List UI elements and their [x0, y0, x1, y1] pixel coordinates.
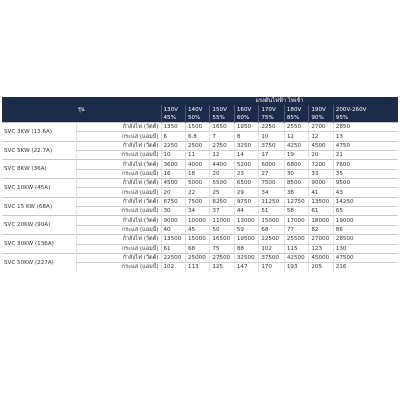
model-name: SVC 30KW (136A): [2, 235, 77, 254]
power-value: 27000: [309, 235, 333, 244]
current-value: 205: [309, 263, 333, 272]
power-value: 7500: [259, 179, 285, 188]
power-value: 28500: [333, 235, 398, 244]
current-value: 40: [161, 225, 185, 234]
current-value: 10: [161, 151, 185, 160]
current-value: 58: [284, 207, 308, 216]
power-value: 8500: [284, 179, 308, 188]
voltage-header: แรงดันไฟฟ้า ไฟเข้า: [161, 97, 398, 105]
power-label: กำลังไฟ (วัตต์): [77, 179, 162, 188]
power-value: 4500: [309, 141, 333, 150]
power-value: 4750: [333, 141, 398, 150]
power-value: 2850: [333, 123, 398, 132]
power-value: 6500: [234, 179, 258, 188]
current-value: 8: [234, 132, 258, 141]
current-label: กระแส (แอมป์): [77, 169, 162, 178]
current-value: 115: [284, 244, 308, 253]
power-value: 3750: [259, 141, 285, 150]
model-power-row: [2, 160, 398, 169]
current-value: 61: [161, 244, 185, 253]
current-value: 125: [210, 263, 234, 272]
model-power-row: [2, 197, 398, 206]
power-value: 9750: [234, 197, 258, 206]
power-value: 9500: [333, 179, 398, 188]
current-value: 45: [185, 225, 209, 234]
current-label: กระแส (แอมป์): [77, 225, 162, 234]
power-value: 47500: [333, 253, 398, 262]
current-value: 11: [185, 151, 209, 160]
current-value: 65: [333, 207, 398, 216]
svc-spec-table: [2, 97, 398, 272]
power-label: กำลังไฟ (วัตต์): [77, 197, 162, 206]
model-name: SVC 5KW (22.7A): [2, 141, 77, 160]
voltage-cell: 180V: [284, 105, 308, 113]
power-value: 1950: [234, 123, 258, 132]
power-value: 11000: [210, 216, 234, 225]
power-value: 18000: [309, 216, 333, 225]
power-value: 5200: [234, 160, 258, 169]
model-power-row: [2, 216, 398, 225]
current-value: 130: [333, 244, 398, 253]
current-value: 30: [161, 207, 185, 216]
current-value: 51: [259, 207, 285, 216]
current-value: 34: [259, 188, 285, 197]
current-value: 147: [234, 263, 258, 272]
header-row-voltage: [2, 97, 398, 105]
current-value: 61: [309, 207, 333, 216]
current-label: กระแส (แอมป์): [77, 263, 162, 272]
current-value: 27: [259, 169, 285, 178]
power-value: 11250: [259, 197, 285, 206]
power-value: 42500: [284, 253, 308, 262]
voltage-cell: 170V: [259, 105, 285, 113]
power-value: 19000: [333, 216, 398, 225]
model-name: SVC 50KW (227A): [2, 253, 77, 271]
current-value: 25: [210, 188, 234, 197]
power-value: 3250: [234, 141, 258, 150]
current-value: 37: [210, 207, 234, 216]
current-value: 20: [161, 188, 185, 197]
current-value: 82: [309, 225, 333, 234]
percent-cell: 85%: [284, 114, 308, 123]
power-label: กำลังไฟ (วัตต์): [77, 216, 162, 225]
voltage-cell: 160V: [234, 105, 258, 113]
current-value: 6: [161, 132, 185, 141]
voltage-cell: 150V: [210, 105, 234, 113]
current-label: กระแส (แอมป์): [77, 188, 162, 197]
percent-cell: 75%: [259, 114, 285, 123]
current-value: 33: [309, 169, 333, 178]
power-value: 5500: [210, 179, 234, 188]
power-value: 14250: [333, 197, 398, 206]
power-label: กำลังไฟ (วัตต์): [77, 160, 162, 169]
power-value: 6800: [284, 160, 308, 169]
power-value: 37500: [259, 253, 285, 262]
spec-body: [2, 123, 398, 272]
current-value: 10: [259, 132, 285, 141]
power-label: กำลังไฟ (วัตต์): [77, 123, 162, 132]
current-value: 59: [234, 225, 258, 234]
model-header: รุ่น: [2, 97, 161, 123]
model-power-row: [2, 253, 398, 262]
current-value: 16: [161, 169, 185, 178]
model-power-row: [2, 141, 398, 150]
current-value: 34: [185, 207, 209, 216]
current-value: 68: [185, 244, 209, 253]
current-value: 29: [234, 188, 258, 197]
current-value: 22: [185, 188, 209, 197]
current-label: กระแส (แอมป์): [77, 132, 162, 141]
model-name: SVC 20KW (90A): [2, 216, 77, 235]
power-value: 2700: [309, 123, 333, 132]
current-value: 86: [333, 225, 398, 234]
model-power-row: [2, 123, 398, 132]
model-power-row: [2, 235, 398, 244]
power-value: 9000: [161, 216, 185, 225]
current-value: 19: [284, 151, 308, 160]
current-value: 38: [284, 188, 308, 197]
model-name: SVC 10KW (45A): [2, 179, 77, 198]
current-value: 35: [333, 169, 398, 178]
power-value: 9000: [309, 179, 333, 188]
current-value: 12: [309, 132, 333, 141]
power-value: 1650: [210, 123, 234, 132]
power-value: 22500: [161, 253, 185, 262]
power-value: 4400: [210, 160, 234, 169]
power-value: 17000: [284, 216, 308, 225]
power-value: 3600: [161, 160, 185, 169]
model-name: SVC 3KW (13.6A): [2, 123, 77, 142]
power-value: 25000: [185, 253, 209, 262]
current-value: 20: [309, 151, 333, 160]
current-value: 44: [234, 207, 258, 216]
power-label: กำลังไฟ (วัตต์): [77, 141, 162, 150]
current-value: 41: [309, 188, 333, 197]
power-value: 22500: [259, 235, 285, 244]
power-value: 8250: [210, 197, 234, 206]
current-value: 6.8: [185, 132, 209, 141]
power-value: 45000: [309, 253, 333, 262]
power-value: 2500: [185, 141, 209, 150]
current-value: 170: [259, 263, 285, 272]
model-name: SVC 8KW (36A): [2, 160, 77, 179]
current-value: 23: [234, 169, 258, 178]
current-value: 14: [234, 151, 258, 160]
percent-cell: 50%: [185, 114, 209, 123]
current-value: 75: [210, 244, 234, 253]
current-label: กระแส (แอมป์): [77, 244, 162, 253]
voltage-cell: 130V: [161, 105, 185, 113]
current-value: 13: [333, 132, 398, 141]
voltage-cell: 190V: [309, 105, 333, 113]
power-value: 7200: [309, 160, 333, 169]
power-value: 2750: [210, 141, 234, 150]
power-value: 4000: [185, 160, 209, 169]
percent-cell: 90%: [309, 114, 333, 123]
current-value: 193: [284, 263, 308, 272]
power-value: 5000: [185, 179, 209, 188]
power-value: 7500: [185, 197, 209, 206]
power-value: 16500: [210, 235, 234, 244]
current-value: 7: [210, 132, 234, 141]
current-label: กระแส (แอมป์): [77, 207, 162, 216]
current-value: 21: [333, 151, 398, 160]
power-value: 19500: [234, 235, 258, 244]
voltage-cell: 200V-260V: [333, 105, 398, 113]
power-value: 13500: [161, 235, 185, 244]
current-value: 30: [284, 169, 308, 178]
power-value: 1500: [185, 123, 209, 132]
power-value: 27500: [210, 253, 234, 262]
current-value: 50: [210, 225, 234, 234]
power-value: 2250: [161, 141, 185, 150]
percent-cell: 45%: [161, 114, 185, 123]
power-value: 1350: [161, 123, 185, 132]
power-value: 32500: [234, 253, 258, 262]
power-value: 4250: [284, 141, 308, 150]
power-value: 15000: [185, 235, 209, 244]
current-value: 12: [210, 151, 234, 160]
power-value: 7600: [333, 160, 398, 169]
power-value: 2550: [284, 123, 308, 132]
power-value: 12750: [284, 197, 308, 206]
current-value: 43: [333, 188, 398, 197]
power-value: 25500: [284, 235, 308, 244]
power-value: 15000: [259, 216, 285, 225]
power-value: 6750: [161, 197, 185, 206]
power-label: กำลังไฟ (วัตต์): [77, 235, 162, 244]
model-power-row: [2, 179, 398, 188]
current-value: 11: [284, 132, 308, 141]
percent-cell: 95%: [333, 114, 398, 123]
power-value: 6000: [259, 160, 285, 169]
current-value: 17: [259, 151, 285, 160]
current-value: 102: [161, 263, 185, 272]
current-value: 68: [259, 225, 285, 234]
power-value: 13500: [309, 197, 333, 206]
power-value: 10000: [185, 216, 209, 225]
power-label: กำลังไฟ (วัตต์): [77, 253, 162, 262]
current-value: 20: [210, 169, 234, 178]
current-value: 123: [309, 244, 333, 253]
power-value: 13000: [234, 216, 258, 225]
current-value: 216: [333, 263, 398, 272]
voltage-cell: 140V: [185, 105, 209, 113]
power-value: 4500: [161, 179, 185, 188]
current-value: 102: [259, 244, 285, 253]
current-value: 18: [185, 169, 209, 178]
percent-cell: 60%: [234, 114, 258, 123]
percent-cell: 55%: [210, 114, 234, 123]
current-value: 77: [284, 225, 308, 234]
current-value: 113: [185, 263, 209, 272]
current-value: 88: [234, 244, 258, 253]
power-value: 2250: [259, 123, 285, 132]
current-label: กระแส (แอมป์): [77, 151, 162, 160]
model-name: SVC 15 KW (68A): [2, 197, 77, 216]
